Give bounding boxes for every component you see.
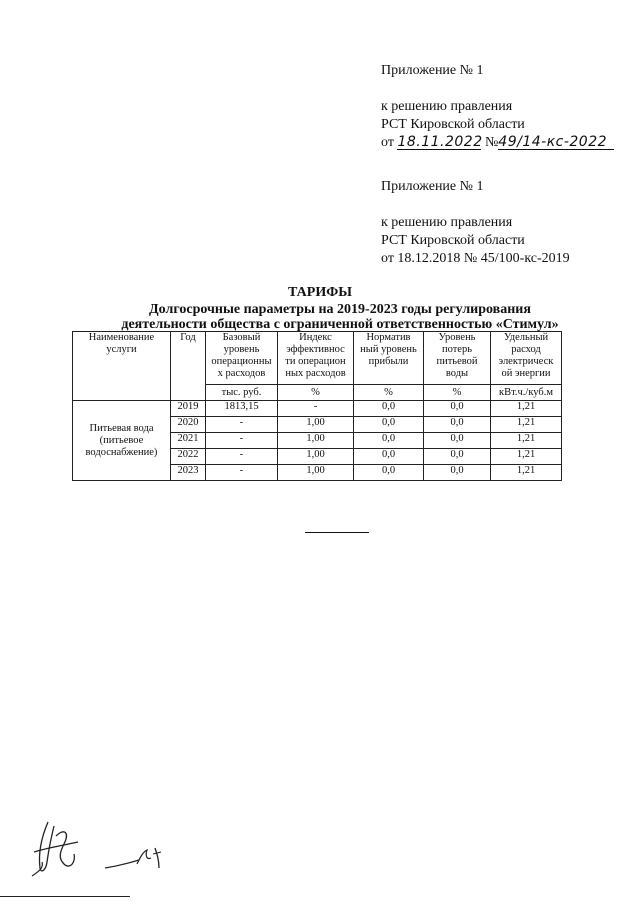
unit-losses: %	[424, 385, 491, 401]
cell-base: -	[206, 433, 278, 449]
unit-index: %	[278, 385, 354, 401]
cell-base: 1813,15	[206, 401, 278, 417]
cell-losses: 0,0	[424, 417, 491, 433]
initials-mark	[103, 842, 165, 872]
header-water-losses: Уровень потерь питьевой воды	[424, 332, 491, 385]
cell-profit: 0,0	[354, 417, 424, 433]
document-subtitle-line1: Долгосрочные параметры на 2019-2023 годы регулирования	[149, 302, 531, 317]
cell-base: -	[206, 449, 278, 465]
cell-losses: 0,0	[424, 401, 491, 417]
cell-energy: 1,21	[491, 401, 562, 417]
closing-rule	[305, 532, 369, 533]
tariff-table	[72, 331, 562, 481]
header-profit-norm: Норматив ный уровень прибыли	[354, 332, 424, 385]
service-name-cell: Питьевая вода (питьевое водоснабжение)	[73, 401, 171, 481]
header-service: Наименование услуги	[73, 332, 171, 401]
cell-profit: 0,0	[354, 465, 424, 481]
cell-energy: 1,21	[491, 417, 562, 433]
cell-index: 1,00	[278, 433, 354, 449]
appendix-new-title: Приложение № 1	[381, 63, 484, 78]
cell-profit: 0,0	[354, 449, 424, 465]
appendix-new-line1: к решению правления	[381, 99, 513, 114]
header-energy-consumption: Удельный расход электрическ ой энергии	[491, 332, 562, 385]
unit-base: тыс. руб.	[206, 385, 278, 401]
table-header-row	[73, 332, 562, 385]
header-base-opex: Базовый уровень операционны х расходов	[206, 332, 278, 385]
unit-energy: кВт.ч./куб.м	[491, 385, 562, 401]
cell-energy: 1,21	[491, 465, 562, 481]
cell-losses: 0,0	[424, 433, 491, 449]
cell-base: -	[206, 465, 278, 481]
appendix-old-line3: от 18.12.2018 № 45/100-кс-2019	[381, 251, 570, 266]
cell-year: 2023	[171, 465, 206, 481]
cell-year: 2019	[171, 401, 206, 417]
cell-index: 1,00	[278, 465, 354, 481]
unit-profit: %	[354, 385, 424, 401]
handwritten-date: 18.11.2022	[397, 134, 483, 150]
header-efficiency-index: Индекс эффективнос ти операцион ных расходов	[278, 332, 354, 385]
document-subtitle-line2: деятельности общества с ограниченной ответственностью «Стимул»	[121, 317, 559, 332]
appendix-old-line2: РСТ Кировской области	[381, 233, 525, 248]
cell-year: 2020	[171, 417, 206, 433]
cell-index: -	[278, 401, 354, 417]
footer-rule	[0, 896, 130, 897]
cell-energy: 1,21	[491, 449, 562, 465]
number-label: №	[484, 135, 499, 150]
cell-base: -	[206, 417, 278, 433]
appendix-old-title: Приложение № 1	[381, 179, 484, 194]
table-row	[73, 401, 562, 417]
document-title: ТАРИФЫ	[288, 285, 352, 300]
cell-losses: 0,0	[424, 465, 491, 481]
cell-energy: 1,21	[491, 433, 562, 449]
handwritten-number: 49/14-кс-2022	[498, 135, 614, 150]
cell-profit: 0,0	[354, 433, 424, 449]
cell-losses: 0,0	[424, 449, 491, 465]
appendix-old-line1: к решению правления	[381, 215, 513, 230]
from-label: от	[381, 135, 394, 150]
cell-year: 2021	[171, 433, 206, 449]
signature-mark	[30, 818, 84, 878]
header-year: Год	[171, 332, 206, 401]
cell-year: 2022	[171, 449, 206, 465]
appendix-new-line3	[381, 134, 614, 152]
cell-index: 1,00	[278, 449, 354, 465]
cell-index: 1,00	[278, 417, 354, 433]
appendix-new-line2: РСТ Кировской области	[381, 117, 525, 132]
cell-profit: 0,0	[354, 401, 424, 417]
